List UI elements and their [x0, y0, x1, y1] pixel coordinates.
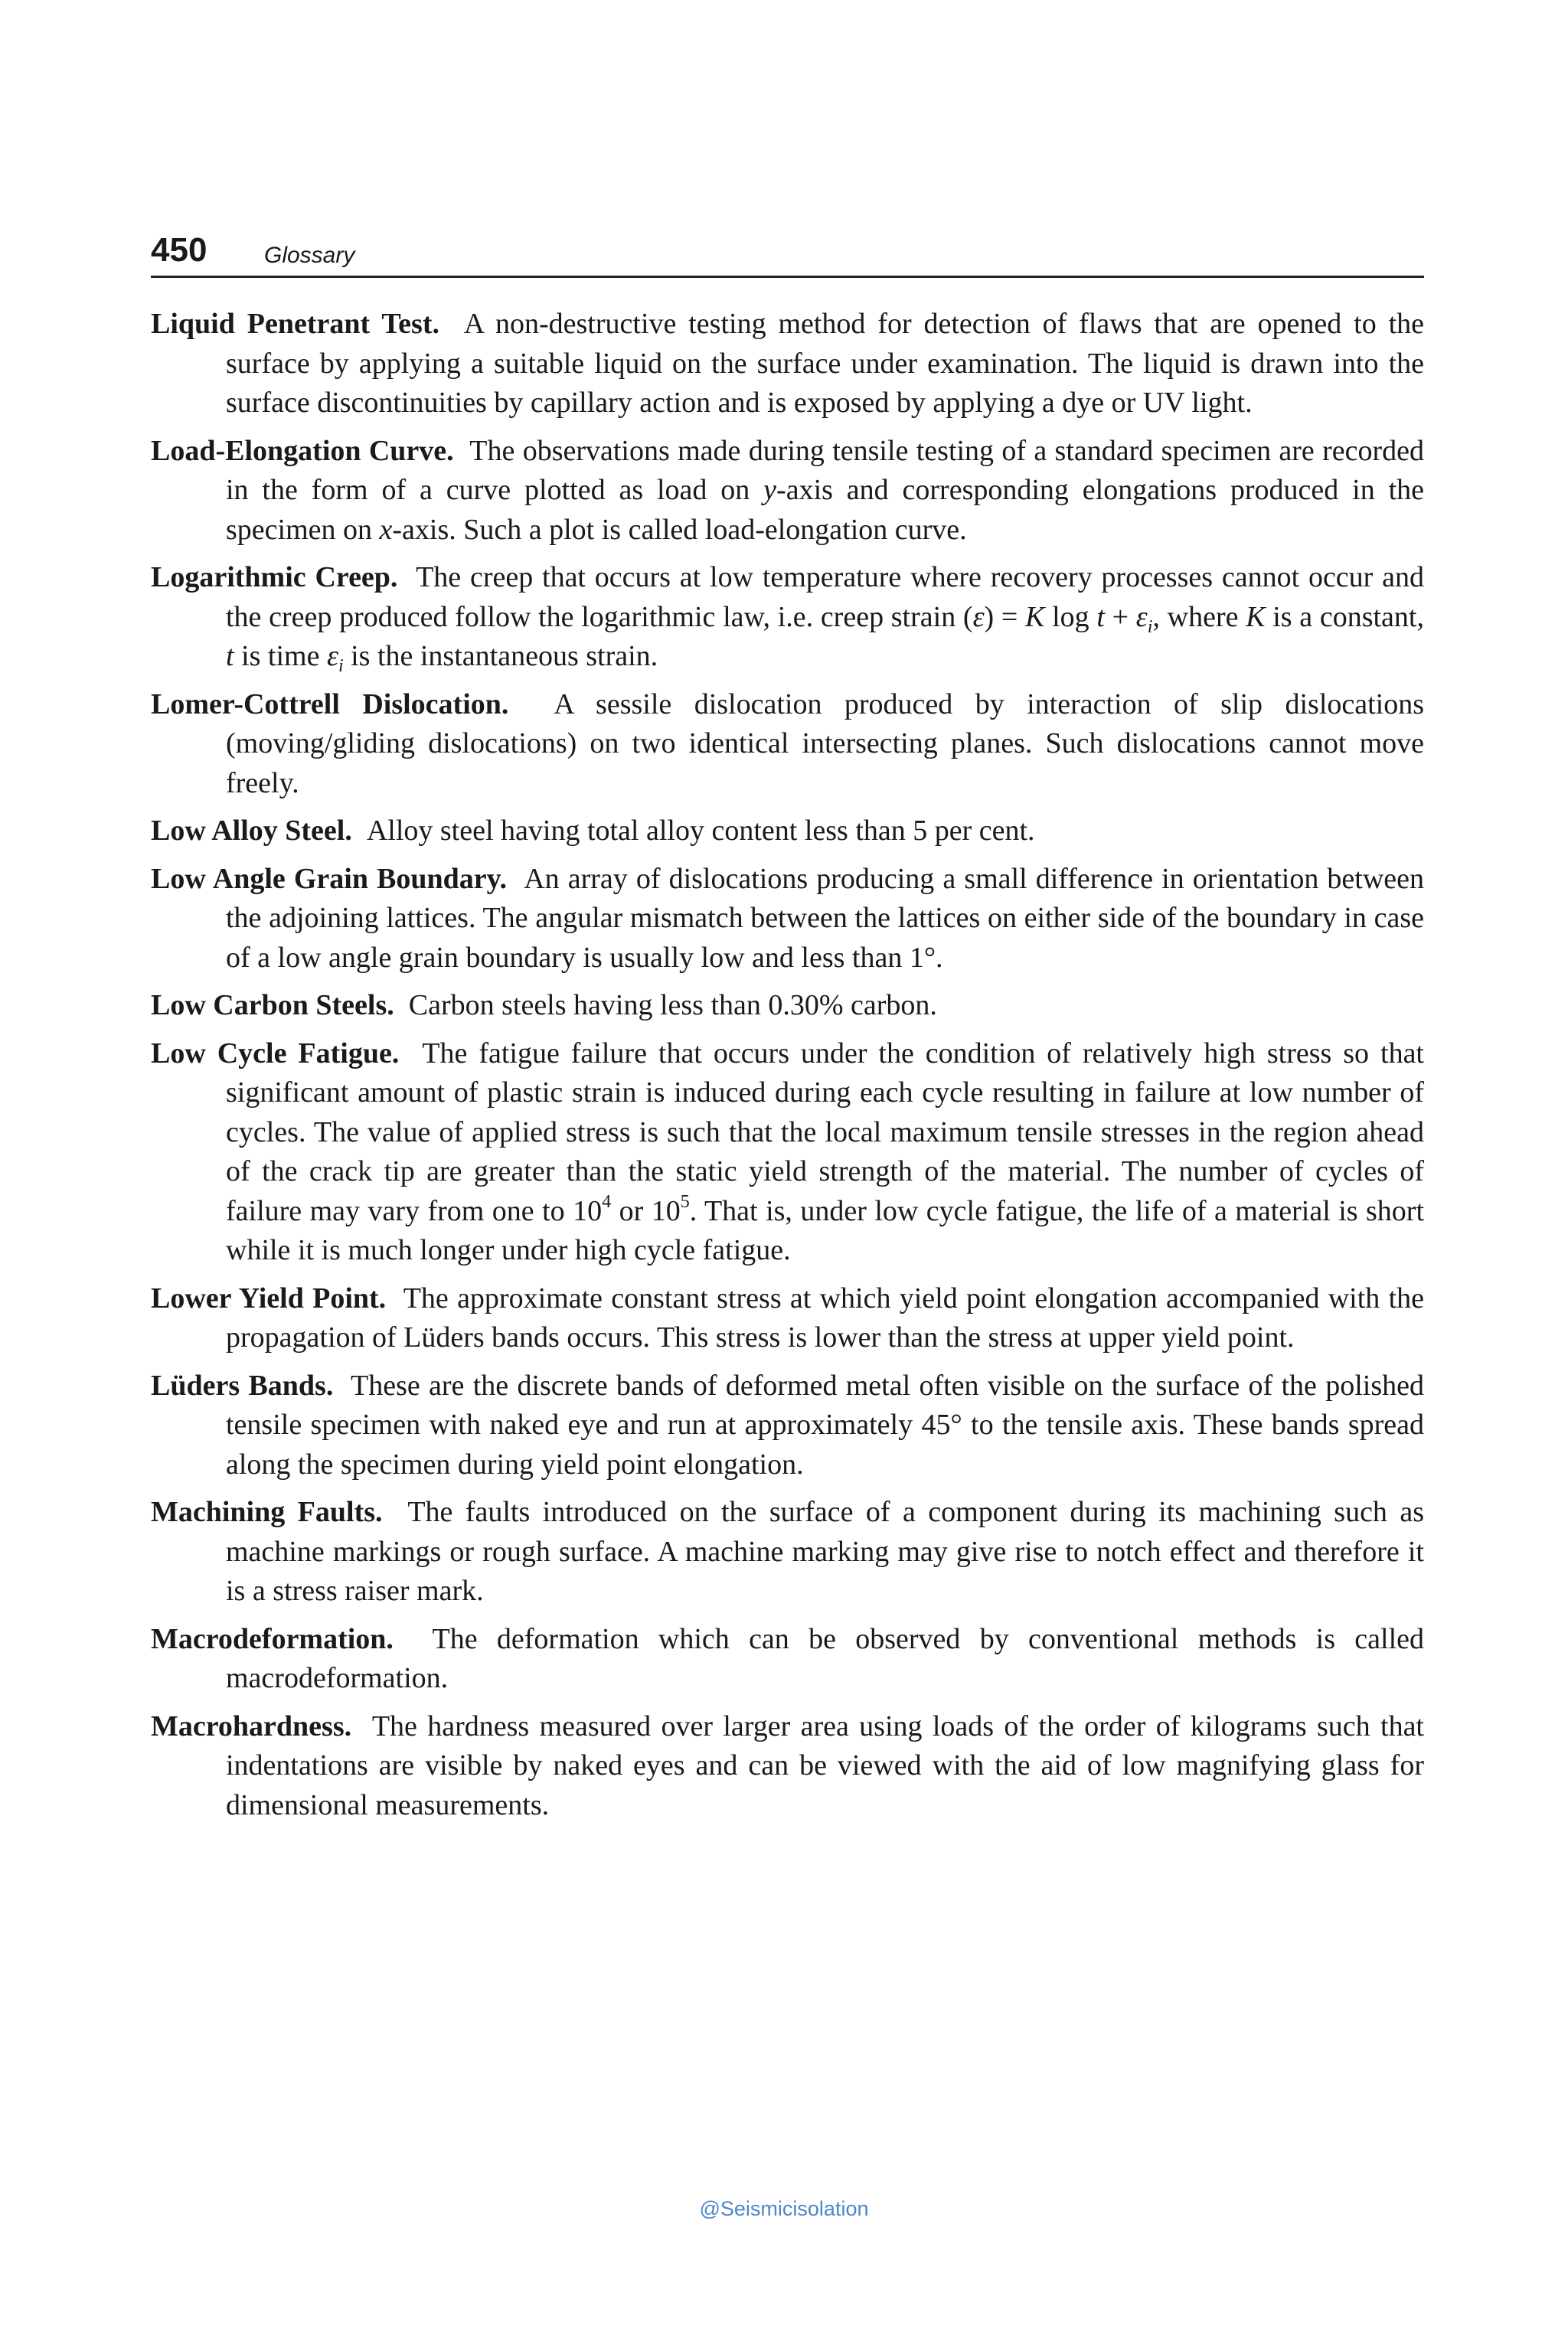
glossary-entry — [151, 1493, 1424, 1612]
page-number: 450 — [151, 231, 207, 269]
glossary-term: Low Angle Grain Boundary. — [151, 862, 508, 895]
glossary-definition: Alloy steel having total alloy content less than 5 per cent. — [366, 815, 1035, 847]
glossary-entry — [151, 860, 1424, 978]
glossary-term: Load-Elongation Curve. — [151, 434, 454, 467]
glossary-term: Logarithmic Creep. — [151, 561, 398, 593]
glossary-definition: The faults introduced on the surface of a component during its machining such as machine markings or rough surface. A machine marking may give rise to notch effect and therefore it is a stress raiser mark. — [226, 1496, 1424, 1607]
glossary-term: Macrohardness. — [151, 1710, 352, 1742]
glossary-entry — [151, 432, 1424, 550]
glossary-definition: Carbon steels having less than 0.30% carbon. — [408, 989, 937, 1021]
glossary-definition: These are the discrete bands of deformed metal often visible on the surface of the polished tensile specimen with naked eye and run at approximately 45° to the tensile axis. These bands spread along the specimen during yield point elongation. — [226, 1369, 1425, 1481]
glossary-definition: The observations made during tensile testing of a standard specimen are recorded in the form of a curve plotted as load on y-axis and corresponding elongations produced in the specimen on x-axis. Such a plot is called load-elongation curve. — [226, 434, 1425, 546]
glossary-term: Lower Yield Point. — [151, 1282, 387, 1314]
glossary-entry — [151, 685, 1424, 804]
glossary-term: Macrodeformation. — [151, 1622, 394, 1655]
page-header — [151, 230, 1424, 278]
glossary-definition: The deformation which can be observed by conventional methods is called macrodeformation. — [226, 1622, 1424, 1694]
glossary-term: Lomer-Cottrell Dislocation. — [151, 687, 509, 720]
glossary-definition: A non-destructive testing method for detection of flaws that are opened to the surface by applying a suitable liquid on the surface under examination. The liquid is drawn into the surface discontinuities by capillary action and is exposed by applying a dye or UV light. — [226, 308, 1424, 419]
glossary-entry — [151, 812, 1424, 851]
glossary-definition: An array of dislocations producing a small difference in orientation between the adjoining lattices. The angular mismatch between the lattices on either side of the boundary in case of a low angle grain boundary is usually low and less than 1°. — [226, 862, 1424, 974]
glossary-entry — [151, 1367, 1424, 1485]
glossary-definition: A sessile dislocation produced by interaction of slip dislocations (moving/gliding dislocations) on two identical intersecting planes. Such dislocations cannot move freely. — [226, 687, 1425, 799]
running-head: Glossary — [264, 243, 355, 268]
glossary-definition: The hardness measured over larger area using loads of the order of kilograms such that indentations are visible by naked eyes and can be viewed with the aid of low magnifying glass for dimensional measurements. — [226, 1710, 1424, 1821]
glossary-entry — [151, 986, 1424, 1026]
glossary-term: Liquid Penetrant Test. — [151, 308, 439, 340]
glossary-definition: The fatigue failure that occurs under the condition of relatively high stress so that significant amount of plastic strain is induced during each cycle resulting in failure at low number of cycles. The value of applied stress is such that the local maximum tensile stresses in the region ahead of the crack tip are greater than the static yield strength of the material. The number of cycles of failure may vary from one to $10^4$ or $10^5$. That is, under low cycle fatigue, the life of a material is short while it is much longer under high cycle fatigue. — [226, 1037, 1425, 1266]
glossary-list — [151, 305, 1424, 1834]
glossary-term: Machining Faults. — [151, 1496, 383, 1528]
glossary-entry — [151, 1034, 1424, 1271]
watermark: @Seismicisolation — [699, 2197, 869, 2220]
glossary-term: Low Alloy Steel. — [151, 815, 352, 847]
glossary-entry — [151, 1707, 1424, 1826]
glossary-term: Low Cycle Fatigue. — [151, 1037, 400, 1070]
glossary-term: Lüders Bands. — [151, 1369, 334, 1402]
glossary-term: Low Carbon Steels. — [151, 989, 394, 1021]
glossary-entry — [151, 1279, 1424, 1358]
glossary-entry — [151, 558, 1424, 677]
glossary-definition: The approximate constant stress at which yield point elongation accompanied with the propagation of Lüders bands occurs. This stress is lower than the stress at upper yield point. — [226, 1282, 1424, 1354]
glossary-entry — [151, 305, 1424, 423]
glossary-entry — [151, 1620, 1424, 1699]
glossary-definition: The creep that occurs at low temperature where recovery processes cannot occur and the creep produced follow the logarithmic law, i.e. creep strain (ε) = K $\log t + \varepsilon_i$, where K is a constant, t is time $\varepsilon_i$ is the instantaneous strain. — [226, 561, 1425, 676]
